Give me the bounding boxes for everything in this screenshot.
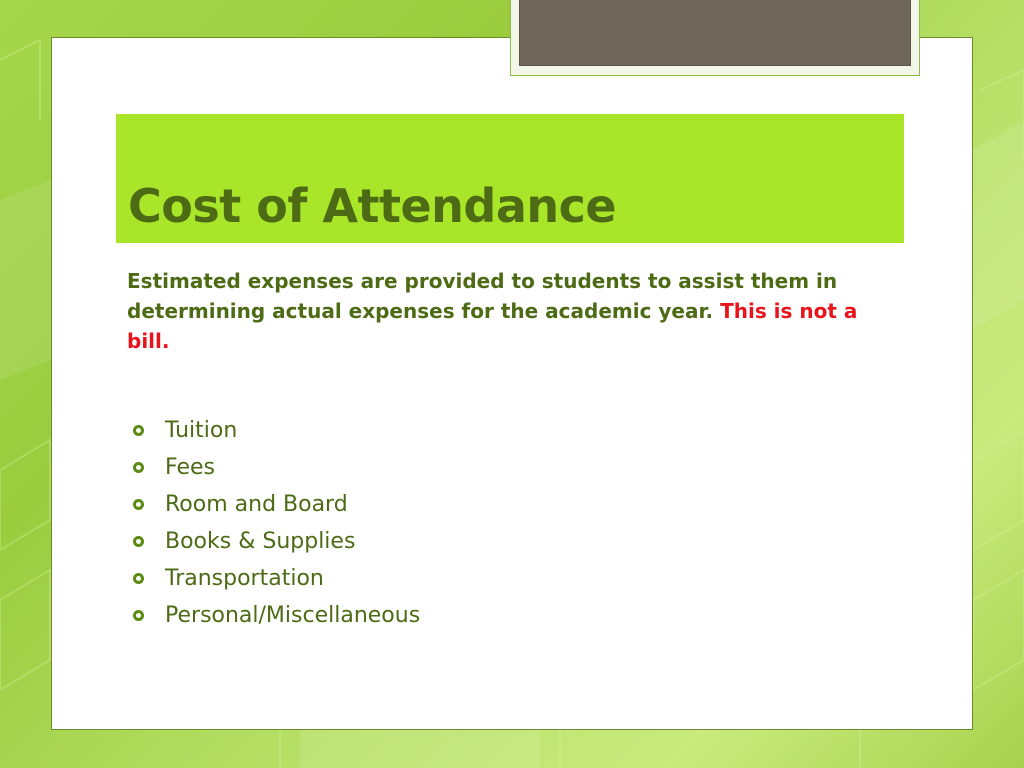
bullet-label: Room and Board (165, 492, 348, 517)
ring-bullet-icon (133, 425, 144, 436)
list-item (133, 486, 420, 523)
slide-title: Cost of Attendance (128, 179, 617, 233)
bullet-list (133, 412, 420, 634)
bullet-label: Fees (165, 455, 215, 480)
intro-warning: This is not a bill. (127, 299, 858, 353)
photo-placeholder (519, 0, 911, 66)
list-item (133, 597, 420, 634)
list-item (133, 523, 420, 560)
bullet-label: Books & Supplies (165, 529, 356, 554)
ring-bullet-icon (133, 499, 144, 510)
bullet-label: Transportation (165, 566, 324, 591)
ring-bullet-icon (133, 536, 144, 547)
photo-frame (510, 0, 920, 76)
bullet-label: Tuition (165, 418, 238, 443)
intro-paragraph (127, 266, 872, 356)
bullet-label: Personal/Miscellaneous (165, 603, 421, 628)
ring-bullet-icon (133, 573, 144, 584)
title-bar (116, 114, 904, 243)
list-item (133, 412, 420, 449)
list-item (133, 449, 420, 486)
ring-bullet-icon (133, 610, 144, 621)
ring-bullet-icon (133, 462, 144, 473)
list-item (133, 560, 420, 597)
intro-text: Estimated expenses are provided to students to assist them in determining actual expenses for the academic year. (127, 269, 838, 323)
